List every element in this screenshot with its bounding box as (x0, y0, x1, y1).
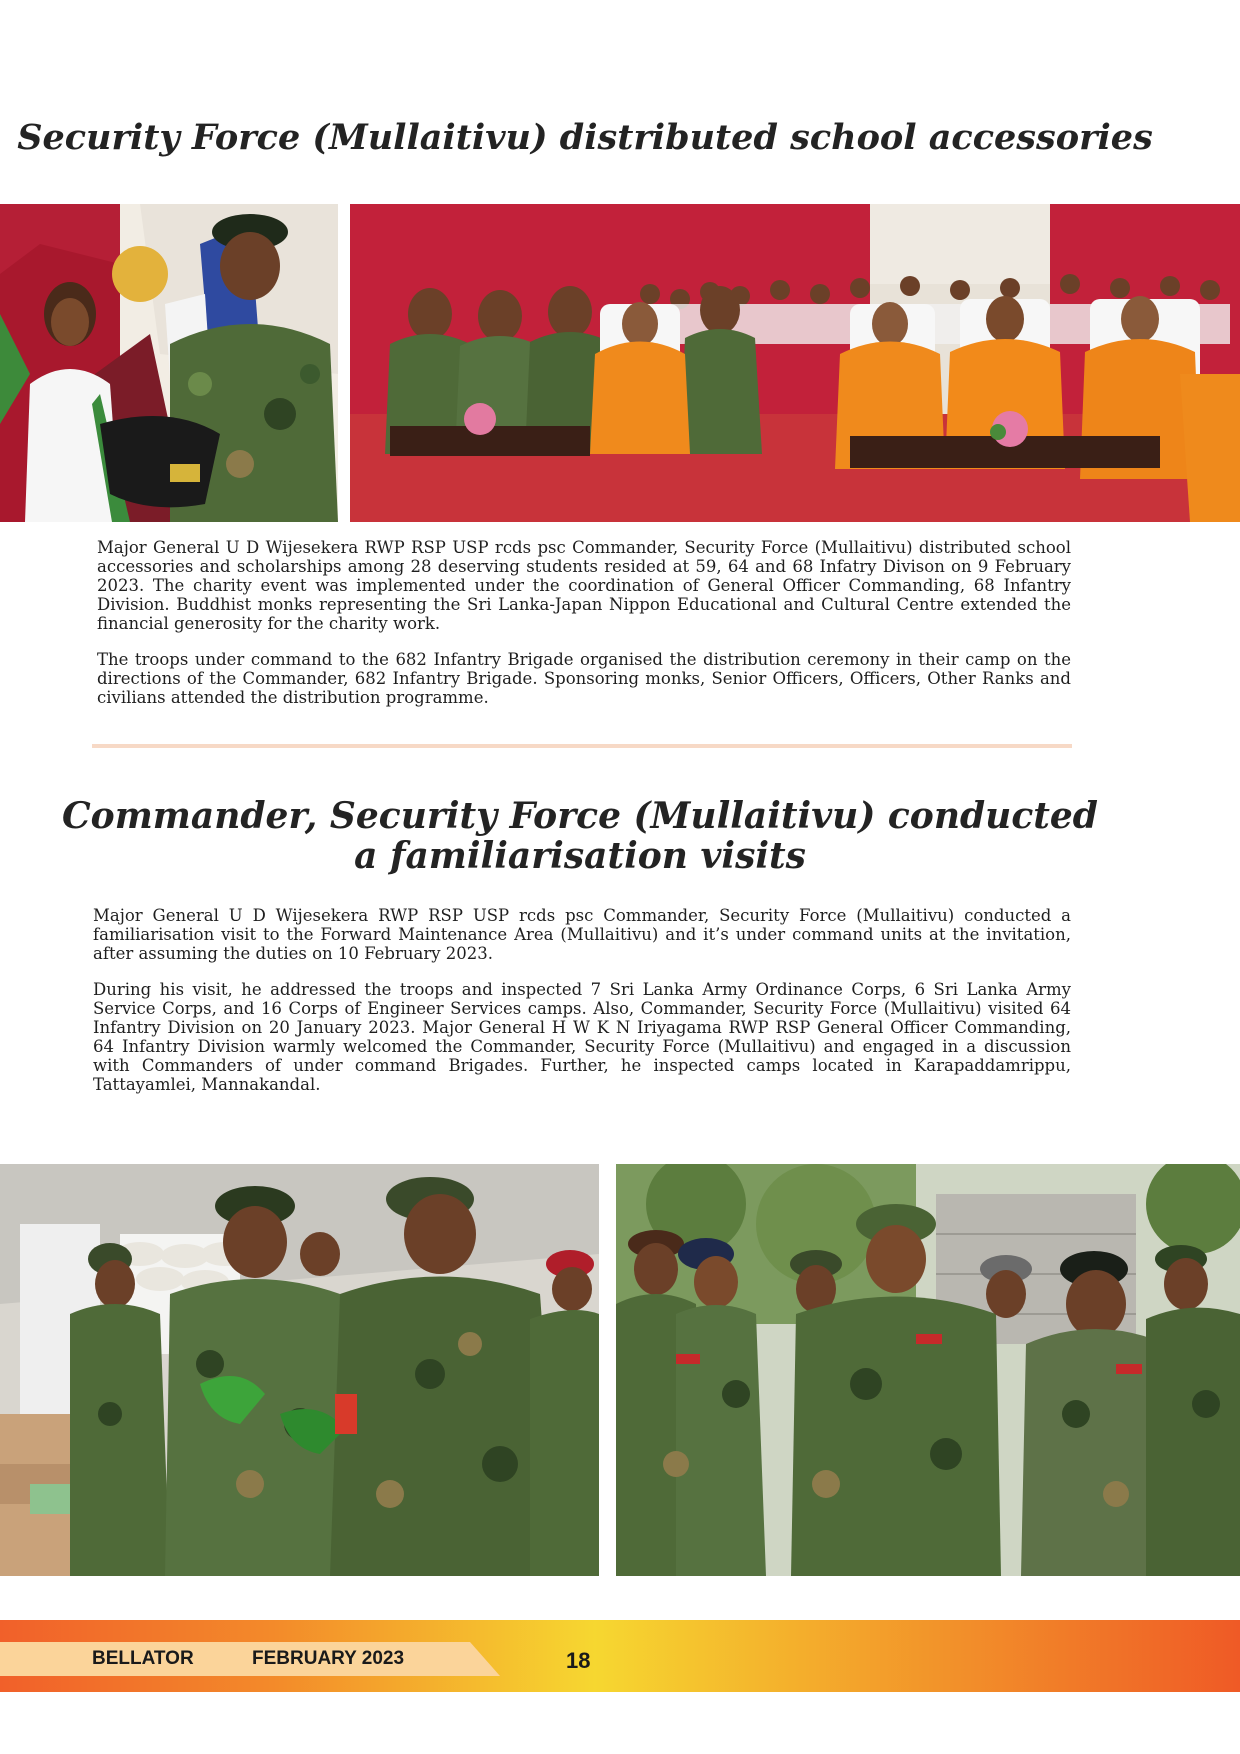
footer-magazine-name: BELLATOR (92, 1648, 194, 1669)
article-2-paragraph-1: Major General U D Wijesekera RWP RSP USP rcds psc Commander, Security Force (Mullaitivu) conducted a familiarisation visit to the Forward Maintenance Area (Mullaitivu) and it’s under command units at the invitation, after assuming the duties on 10 February 2023. (93, 906, 1071, 963)
article-1-title: Security Force (Mullaitivu) distributed school accessories (17, 117, 1153, 158)
footer-issue-date: FEBRUARY 2023 (252, 1648, 405, 1669)
article-2-paragraph-2: During his visit, he addressed the troops and inspected 7 Sri Lanka Army Ordinance Corps, 6 Sri Lanka Army Service Corps, and 16 Corps of Engineer Services camps. Also, Commander, Security Force (Mullaitivu) visited 64 Infantry Division on 20 January 2023. Major General H W K N Iriyagama RWP RSP General Officer Commanding, 64 Infantry Division warmly welcomed the Commander, Security Force (Mullaitivu) and engaged in a discussion with Commanders of under command Brigades. Further, he inspected camps located in Karapaddamrippu, Tattayamlei, Mannakandal. (93, 980, 1071, 1094)
article-1-paragraph-2: The troops under command to the 682 Infantry Brigade organised the distribution ceremony in their camp on the directions of the Commander, 682 Infantry Brigade. Sponsoring monks, Senior Officers, Officers, Other Ranks and civilians attended the distribution programme. (97, 650, 1071, 707)
photo-ceremony-audience (350, 204, 1240, 522)
article-2-title: Commander, Security Force (Mullaitivu) conducted a familiarisation visits (62, 795, 1098, 878)
footer-tab (0, 1642, 500, 1676)
page-number: 18 (566, 1648, 591, 1673)
photo-officers-visit (616, 1164, 1240, 1576)
photo-warehouse-inspection (0, 1164, 599, 1576)
article-1-paragraph-1: Major General U D Wijesekera RWP RSP USP rcds psc Commander, Security Force (Mullaitivu) distributed school accessories and scholarships among 28 deserving students resided at 59, 64 and 68 Infatry Divison on 9 February 2023. The charity event was implemented under the coordination of General Officer Commanding, 68 Infantry Division. Buddhist monks representing the Sri Lanka-Japan Nippon Educational and Cultural Centre extended the financial generosity for the charity work. (97, 538, 1071, 633)
photo-student-receiving-bag (0, 204, 338, 522)
section-divider (92, 744, 1072, 748)
